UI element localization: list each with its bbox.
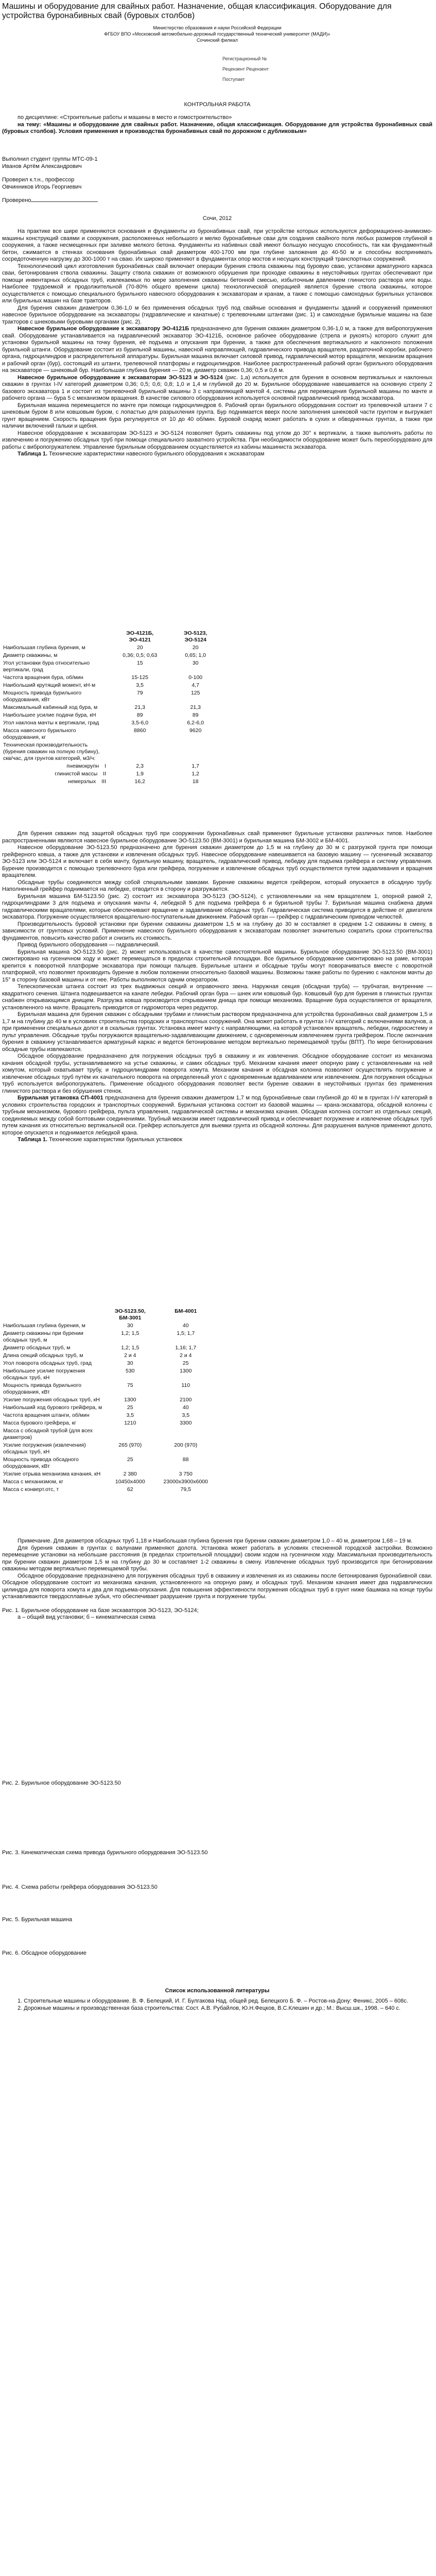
checker-info	[2, 177, 432, 191]
table-row	[2, 711, 218, 719]
table-row	[2, 1396, 218, 1404]
table-row	[2, 741, 218, 762]
table-cell: 1,2; 1,5	[121, 1330, 139, 1336]
table-cell: Масса с механизмом, кг	[3, 1479, 63, 1485]
table-row	[2, 1404, 218, 1412]
intro-paragraph-3: Для бурения скважин диаметром 0,36-1,0 м без применения обсадных труб под свайные основания и фундаменты зданий и сооружений применяют навесное бурильное оборудование на экскаваторы (гидравлические и канатные) с трелевочными штангами (рис. 1) и самоходные бурильные машины на базе тракторов с шнековыми буровыми органами (рис. 2).	[2, 304, 432, 325]
table-subcategory-label: пневмокрупн	[66, 763, 101, 769]
subject-line: по дисциплине: «Строительные работы и машины в место и гомостроительство»	[18, 114, 232, 121]
table-cell: 23000x3900x6000	[163, 1479, 208, 1485]
body-paragraph-2: Навесное оборудование ЭО-5123.50 предназначено для бурения скважин диаметром до 1,5 м на глубину до 30 м с разгрузкой грунта при помощи грейферного ковша, а также для установки и извлечения обсадных труб. Навесное оборудование навешивается на базовую машину — гусеничный экскаватор ЭО-5123 или ЭО-5124 и включает в себя мачту, бурильную машину, вращатель, гидравлический привод, лебедку для подъема грейфера и систему управления. Бурение производится с помощью трелевочного бура или грейфера, погружение и извлечение обсадных труб осуществляется путем задавливания и вращения вращателем.	[2, 844, 432, 878]
table-cell: 9620	[189, 727, 202, 734]
table-cell: 79,5	[180, 1486, 191, 1493]
table-row	[2, 1382, 218, 1396]
table-cell: 30	[192, 660, 199, 666]
table-cell: 8860	[134, 727, 146, 734]
table-cell: 40	[182, 1404, 189, 1411]
table-cell: 1210	[124, 1420, 136, 1426]
table-cell: 2 и 4	[124, 1352, 136, 1359]
table-cell: 25	[127, 1404, 133, 1411]
table-cell: 530	[126, 1368, 135, 1374]
figure-1-caption: Рис. 1. Бурильное оборудование на базе экскаваторов ЭО-5123, ЭО-5124; а – общий вид установки; б – кинематическая схема	[2, 1607, 199, 1620]
table-cell: 1,16; 1,7	[175, 1345, 197, 1351]
table-cell: 1,5; 1,7	[177, 1330, 195, 1336]
table-cell	[107, 1427, 153, 1442]
table-cell: Масса бурового грейфера, кг	[3, 1420, 77, 1426]
figure-6-caption: Рис. 6. Обсадное оборудование	[2, 1950, 86, 1956]
work-type: КОНТРОЛЬНАЯ РАБОТА	[184, 101, 251, 108]
body-paragraph-5: Производительность буровой установки при бурении скважины диаметром 1,5 м на глубину до 30 м составляет в среднем 1-2 скважины в смену, в зависимости от грунтовых условий. Применение навесного бурильного оборудования к экскаваторам позволяет значительно сократить сроки строительства фундаментов, повысить качество работ и снизить их стоимость.	[2, 921, 432, 941]
table-row	[2, 644, 218, 652]
table-cell: 2100	[180, 1397, 192, 1403]
table-cell: Угол установки бура относительно вертикали, град	[3, 660, 90, 673]
table1-caption: Таблица 1. Технические характеристики навесного бурильного оборудования к экскаваторам	[18, 451, 265, 457]
table-cell: Усилие отрыва механизма качания, кН	[3, 1471, 101, 1477]
intro-section	[2, 228, 432, 458]
table-cell: 0,36; 0,5; 0,63	[123, 652, 158, 658]
table-cell: 110	[181, 1382, 190, 1388]
table-cell: Мощность привода обсадного оборудования, кВт	[3, 1456, 79, 1469]
table-cell: 2 и 4	[180, 1352, 192, 1359]
table-cell: 6,2-6,0	[187, 720, 204, 726]
table-cell	[2, 778, 107, 786]
table-row	[2, 1322, 218, 1330]
table-cell: 15	[136, 660, 143, 666]
table-row	[2, 1470, 218, 1478]
table-cell: 25	[127, 1456, 133, 1463]
figure-4-caption: Рис. 4. Схема работы грейфера оборудования ЭО-5123.50	[2, 1884, 158, 1890]
intro-paragraph-4	[2, 326, 432, 375]
figure-2-caption: Рис. 2. Бурильное оборудование ЭО-5123.50	[2, 1780, 121, 1786]
table-cell	[2, 770, 107, 778]
table-cell: 3,5-6,0	[131, 720, 149, 726]
table-cell	[153, 1427, 218, 1442]
university-name: ФГБОУ ВПО «Московский автомобильно-дорожный государственный технический университет (МАДИ)»	[104, 31, 330, 37]
table-row	[2, 1419, 218, 1427]
body-paragraph-10: Обсадное оборудование предназначено для погружения обсадных труб в скважину и их извлечения. Обсадное оборудование состоит из механизма качания обсадной трубы, устанавливаемого на устье скважины, и самих обсадных труб. Механизм качания имеет опорную раму с установленными на ней хомутом, который охватывает трубу, и гидроцилиндрами поворота хомута. Механизм качания и обсадная колонна позволяют осуществлять погружение и извлечение обсадных труб путём их качательного поворота на определенный угол с одновременным вдавливанием или извлечением. Для погружения обсадных труб используется вибропогружатель. Применение обсадного оборудования позволяет вести бурение скважин в неустойчивых грунтах без применения глинистого раствора и без обрушения стенок.	[2, 1053, 432, 1094]
table-cell: Масса с конверт.отс, т	[3, 1486, 59, 1493]
references-heading: Список использованной литературы	[165, 1988, 270, 1994]
table-cell: 200 (970)	[174, 1442, 198, 1448]
intro-paragraph-7: Навесное оборудование к экскаваторам ЭО-5123 и ЭО-5124 позволяет бурить скважины под углом до 30° к вертикали, а также выполнять работы по извлечению и погружению обсадных труб при помощи специального захватного устройства. При необходимости оборудование может быть переоборудовано для работы с вибропогружателем. Управление бурильным оборудованием осуществляется из кабины машиниста экскаватора.	[2, 430, 432, 450]
ministry-name: Министерство образования и науки Российской Федерации	[153, 25, 282, 30]
table-cell: Наибольший ход бурового грейфера, м	[3, 1404, 102, 1411]
table-header-cell: БМ-4001	[175, 1308, 197, 1314]
table-cell	[2, 762, 107, 770]
reference-2: 2. Дорожные машины и производственная база строительства: Сост. А.В. Рубайлов, Ю.Н.Фецков, В.С.Клешин и др.; М.: Высш.шк., 1998. – 640 с.	[18, 2005, 400, 2011]
table-cell	[107, 741, 172, 762]
branch-name: Сочинский филиал	[197, 38, 238, 43]
table-row	[2, 1344, 218, 1352]
table-cell: Мощность привода бурильного оборудования, кВт	[3, 690, 82, 703]
table-cell: Диаметр скважины, м	[3, 652, 58, 658]
figure-5-caption: Рис. 5. Бурильная машина	[2, 1917, 73, 1923]
table-cell: Наибольшее усилие подачи бура, кН	[3, 712, 96, 718]
table-cell: 1,2	[191, 771, 200, 777]
table-cell: 1,2; 1,5	[121, 1345, 139, 1351]
table-subcategory-label: глинистой массы	[55, 771, 99, 777]
table-cell: 88	[182, 1456, 189, 1463]
table-row	[2, 1478, 218, 1486]
table-cell: Наибольший крутящий момент, кН·м	[3, 682, 96, 688]
references-list	[2, 1998, 432, 2012]
table2-grid	[2, 1308, 218, 1494]
eo5123-heading: Навесное бурильное оборудование к экскаваторам ЭО-5123 и ЭО-5124	[18, 374, 223, 381]
table-header-cell: ЭО-5123, ЭО-5124	[184, 630, 207, 643]
city-year: Сочи, 2012	[202, 215, 232, 222]
table-cell: 1,9	[136, 771, 144, 777]
table-cell: 4,7	[191, 682, 200, 688]
table-row	[2, 1427, 218, 1442]
table-row	[2, 1412, 218, 1419]
title-page-topic	[2, 114, 432, 135]
table-row	[2, 674, 218, 682]
table-row	[2, 1442, 218, 1456]
table-cell: Мощность привода бурильного оборудования, кВт	[3, 1382, 82, 1395]
table-category-numeral: III	[101, 778, 106, 785]
body-paragraph-9: Бурильная машина для бурения скважин с обсадными трубами и глинистым раствором предназначена для устройства буронабивных свай диаметром 1,5 и 1,7 м на глубину до 40 м в условиях строительства городских и транспортных сооружений. Она может работать в грунтах I-IV категорий с включениями валунов, а при применении специальных долот и в скальных грунтах. Установка имеет мачту с направляющими, на которой установлен вращатель, лебедки, гидросистему и пульт управления. Обсадные трубы погружаются вращательно-задавливающим движением, с одновременным извлечением грунта грейфером. После окончания бурения в скважину устанавливается арматурный каркас и ведется бетонирование методом вертикально перемещаемой трубы (ВПТ). По мере бетонирования обсадные трубы извлекаются.	[2, 1011, 432, 1053]
body-paragraph-7: Бурильная машина ЭО-5123.50 (рис. 2) может использоваться в качестве самостоятельной машины. Бурильное оборудование ЭО-5123.50 (ВМ-3001) смонтировано на гусеничном ходу и может перемещаться в пределах строительной площадки. Все бурильное оборудование смонтировано на раме, которая крепится к поворотной платформе экскаватора при помощи пальцев. Бурильные штанги и обсадные трубы могут поворачиваться вместе с поворотной платформой, что позволяет производить бурение в любом положении относительно базовой машины. Возможны также работы по бурению с наклоном мачты до 15° в сторону базовой машины и от нее. Работы выполняются одним оператором.	[2, 948, 432, 983]
table-row	[2, 1330, 218, 1344]
table-row	[2, 1486, 218, 1494]
table-row	[2, 719, 218, 727]
table-cell: 30	[127, 1360, 133, 1366]
table-cell: Наибольшее усилие погружения обсадных труб, кН	[3, 1368, 85, 1381]
body-paragraph-1: Для бурения скважин под защитой обсадных труб при сооружении буронабивных свай применяют бурильные установки различных типов. Наиболее распространенными являются навесное бурильное оборудование ЭО-5123.50 (ВМ-3001) и бурильная машина БМ-3002 и БМ-4001.	[2, 831, 432, 844]
table-row	[2, 704, 218, 711]
table-row	[2, 1367, 218, 1382]
table-header-cell	[2, 1308, 107, 1322]
body-paragraph-4: Бурильная машина БМ-5123.50 (рис. 2) состоит из: экскаватора ЭО-5123 (ЭО-5124), с установленными на нем вращателем 1, опорной рамой 2, гидроцилиндрами 3 для подъема и опускания мачты 4, лебедкой 5 для подъема грейфера 6 и бурильной трубы 7. Бурильная машина снабжена двумя гидравлическими вращателями, которые обеспечивают вращение и задавливание обсадных труб. Гидравлическая система приводится в действие от двигателя экскаватора. Погружение осуществляется вращательно-поступательным движением. Рабочий орган — грейфер с гидравлическим приводом челюстей.	[2, 893, 432, 920]
table-cell: 1300	[180, 1368, 192, 1374]
table-cell: 89	[192, 712, 199, 718]
table-row	[2, 727, 218, 741]
table2-caption: Таблица 1. Технические характеристики бурильных установок	[18, 1137, 183, 1143]
intro-paragraph-1: На практике все шире применяются основания и фундаменты из буронабивных свай, при устройстве которых используются деформационно-анимизмо-машины конструкций сваями и сооружения, расположенных небольшого и мелко буронабивные сваи для создания свайного поля любых размеров глубиной в сооружения, а также несмещенных при заливке мелкого бетона. Фундаменты из набивных свай имеют большую несущую способность, так как фундаментный бетон, сжимается в стенках основания буронабивных свай диаметром 400-1700 мм при глубине заложения до 40-50 м и способны воспринимать сосредоточенную нагрузку до 300-1000 т на сваю. Их широко применяют в фундаментах опор мостов и несущих конструкций транспортных сооружений.	[2, 228, 432, 262]
student-info	[2, 156, 432, 170]
reference-1: 1. Строительные машины и оборудование. В. Ф. Белецкий, И. Г. Булгакова Над. общей ред. Белецкого Б. Ф. – Ростов-на-Дону: Феникс, 2005 – 608с.	[18, 1998, 408, 2004]
table1	[2, 630, 218, 786]
checked-label: Проверено	[2, 197, 31, 204]
table-cell: Масса навесного бурильного оборудования, кг	[3, 727, 76, 740]
table-cell: Наибольшая глубина бурения, м	[3, 1323, 85, 1329]
table-cell: 3,5	[126, 1412, 134, 1418]
table-category-numeral: II	[103, 771, 106, 777]
table-cell: 75	[127, 1382, 133, 1388]
body-paragraph-11	[2, 1095, 432, 1137]
table2	[2, 1308, 218, 1494]
table-cell	[172, 741, 218, 762]
table-cell: 0,65; 1,0	[185, 652, 206, 658]
table-cell: Усилие погружения (извлечения) обсадных труб, кН	[3, 1442, 86, 1455]
table-cell: 3,5	[136, 682, 144, 688]
body-paragraph-8: Телескопическая штанга состоит из трех выдвижных секций и оправочного звена. Наружная секция (обсадная труба) — трубчатая, внутренние — квадратного сечения. Штанга подвешивается на канате лебедки. Рабочий орган бура — шнек или ковшовый бур. Ковшовый бур для бурения в глинистых грунтах снабжен открывающимся днищем. Разгрузка ковша производится открыванием днища при помощи механизма. Вращение бура осуществляется от вращателя, установленного на мачте. Вращатель приводится от гидромотора через редуктор.	[2, 984, 432, 1011]
page-title: Машины и оборудование для свайных работ. Назначение, общая классификация. Оборудование для устройства буронабивных свай (буровых столбов)	[2, 2, 392, 20]
table-subcategory-label: немерзлых	[68, 778, 98, 785]
table-cell: 3 750	[179, 1471, 193, 1477]
table-cell: Угол наклона мачты к вертикали, град	[3, 720, 99, 726]
table-row	[2, 689, 218, 704]
table-cell: 20	[192, 645, 199, 651]
table-header-cell: ЭО-5123.50, БМ-3001	[114, 1308, 146, 1321]
table-header-cell	[2, 630, 107, 644]
table-cell: 79	[136, 690, 143, 696]
table-row	[2, 762, 218, 770]
table-header-row	[2, 1308, 218, 1322]
table-cell: 18	[192, 778, 199, 785]
table-row	[2, 770, 218, 778]
table-header-row	[2, 630, 218, 644]
table-row	[2, 652, 218, 659]
table-cell: 0-100	[188, 674, 203, 681]
body-paragraph-3: Обсадные трубы соединяются между собой специальными замками. Бурение скважины ведется грейфером, который опускается в обсадную трубу. Наполненный грейфер поднимается на лебедке, отводится в сторону и разгружается.	[2, 879, 432, 892]
table-cell: Усилие погружения обсадных труб, кН	[3, 1397, 100, 1403]
table-cell: Диаметр скважины при бурении обсадных труб, м	[3, 1330, 83, 1343]
registration-stamp	[222, 56, 325, 82]
table-cell: Диаметр обсадных труб, м	[3, 1345, 71, 1351]
table-row	[2, 1360, 218, 1367]
figure-3-caption: Рис. 3. Кинематическая схема привода бурильного оборудования ЭО-5123.50	[2, 1850, 208, 1856]
eo4121-text: предназначено для бурения скважин диаметром 0,36-1,0 м, а также для вибропогружения свай. Оборудование устанавливается на гидравлический экскаватор ЭО-4121Б, основное рабочее оборудование (стрела и рукоять) которого служит для установки бурильной машины на точку бурения, её подъема и опускания при бурении, а также для обеспечения вертикального и наклонного положения бурильной штанги. Оборудование состоит из бурильной машины, навесной направляющей, гидравлического привода вращателя, раздаточной коробки, рабочего органа, гидроцилиндров и распределительной аппаратуры. Бурильная машина включает силовой привод, гидравлический мотор вращателя, механизм вращения и рабочий орган (бур), состоящий из штанги, трелевочной платформы и гидроцилиндров. Наиболее распространенный рабочий орган бурильного оборудования на экскаваторе — шнековый бур. Наибольшая глубина бурения — 20 м, диаметр скважин 0,36; 0,5 и 0,6 м.	[2, 326, 432, 374]
table-row	[2, 1456, 218, 1470]
eo5123-text: (рис. 1,а) используется для бурения в основном вертикальных и наклонных скважин в грунтах I-IV категорий диаметром 0,36; 0,5; 0,6; 0,8; 1,0 и 1,4 м глубиной до 20 м. Бурильное оборудование навешивается на основную стрелу 2 базового экскаватора 1 и состоит из трелевочной бурильной машины 3 с направляющей мачтой 4, системы для перемещения бурильной машины по мачте и рабочего органа — бура 5 с механизмом вращения. В качестве силового оборудования используется основной гидравлический привод экскаватора.	[2, 374, 433, 401]
table-row	[2, 682, 218, 689]
table-cell: 62	[127, 1486, 133, 1493]
table-cell: Наибольшая глубина бурения, м	[3, 645, 85, 651]
topic-line: на тему: «Машины и оборудование для свайных работ. Назначение, общая классификация. Оборудование для устройства буронабивных свай (буровых столбов). Условия применения и производства буронабивных свай по дорожном с дубликовым»	[2, 121, 432, 134]
table-cell: 2 380	[123, 1471, 137, 1477]
table-header-cell: ЭО-4121Б, ЭО-4121	[126, 630, 154, 643]
sp4001-heading: Бурильная установка СП-4001	[18, 1095, 103, 1101]
table-cell: 20	[136, 645, 143, 651]
student-label: Выполнил студент группы МТС-09-1	[2, 156, 98, 162]
table-cell: Частота вращения бура, об/мин	[3, 674, 83, 681]
table-cell: Частота вращения штанги, об/мин	[3, 1412, 90, 1418]
table-row	[2, 1352, 218, 1360]
checker-name: Овчинников Игорь Георгиевич	[2, 183, 82, 190]
table-cell: 1,7	[191, 763, 200, 769]
table-cell: Масса с обсадной трубой (для всех диаметров)	[3, 1428, 93, 1440]
after-paragraph-2: Для бурения скважин в грунтах с валунами применяют долота. Установка может работать в условиях стесненной городской застройки. Возможно перемещение установки на небольшие расстояния (в пределах строительной площадки) своим ходом на гусеничном ходу. Максимальная производительность при бурении скважин диаметром 1,5 м на глубину до 30 м составляет 1-2 скважины в смену. Извлечение обсадных труб производится при бетонировании скважины методом вертикально перемещаемой трубы.	[2, 1545, 432, 1572]
stamp-registration: Регистрационный №	[222, 56, 267, 61]
table-cell: Длина секций обсадных труб, м	[3, 1352, 83, 1359]
table-cell: 125	[190, 690, 200, 696]
table1-grid	[2, 630, 218, 786]
table-cell: 15-125	[131, 674, 149, 681]
table-cell: 10450x4000	[115, 1479, 145, 1485]
table2-note: Примечание. Для диаметров обсадных труб 1,18 и Наибольшая глубина бурения при бурении скважин диаметром 1,0 – 40 м, диаметром 1,68 – 19 м.	[18, 1538, 413, 1544]
title-page-header	[2, 25, 432, 43]
stamp-reviewer: Рецензент Рецензент	[222, 66, 269, 72]
table-cell: 21,3	[134, 704, 145, 710]
after-table2	[2, 1538, 432, 1601]
table-category-numeral: I	[104, 763, 106, 769]
stamp-received: Поступает	[222, 77, 245, 82]
checked-line	[2, 197, 432, 205]
table-cell: 16,2	[134, 778, 145, 785]
table-cell: 30	[127, 1323, 133, 1329]
intro-paragraph-2: Технологический цикл изготовления буронабивных свай включает операции бурения ствола скважины под буровую сваю, установки арматурного каркаса сваи, бетонирования ствола скважины. Защиту ствола скважин от возможного обрушения при проходке скважины в неустойчивых грунтах обеспечивают при помощи инвентарных обсадных труб, извлекаемых по мере заполнения скважины бетонной смесью, избыточным давлением глинистого раствора или воды. Наиболее трудоемкой и продолжительной (70-80% общего времени цикла) технологической операцией является бурение ствола скважины, которое осуществляется с помощью специального бурильного навесного оборудования к экскаваторам и кранам, а также с помощью самоходных бурильных установок или бурильных машин на базе тракторов.	[2, 263, 432, 304]
intro-paragraph-6: Бурильная машина перемещается по мачте при помощи гидроцилиндров 6. Рабочий орган бурильного оборудования состоит из трелевочной штанги 7 с шнековым буром 8 или ковшовым буром, с лопастью для разрыхления грунта. Бур поднимается вверх после заполнения шнековой части грунтом и выгружает грунт вращением. Скорость вращения бура регулируется от 10 до 40 об/мин. Буровой снаряд может работать в сухих и обводненных грунтах, а также при наличии включений гальки и щебня.	[2, 402, 432, 429]
table-cell: 25	[182, 1360, 189, 1366]
table-cell: 3300	[180, 1420, 192, 1426]
table-cell: 3,5	[182, 1412, 190, 1418]
sp4001-text: предназначена для бурения скважин диаметром 1,7 м под буронабивные сваи глубиной до 40 м в грунтах I-IV категорий в условиях строительства городских и транспортных сооружений. Бурильная установка состоит из базовой машины — крана-экскаватора, обсадной колонны с трубным механизмом, бурового грейфера, пульта управления, гидравлической системы и механизма качания. Обсадная колонна состоит из отдельных секций, соединяемых между собой болтовыми соединениями. Трубный механизм имеет гидравлический привод и обеспечивает погружение и извлечение обсадных труб путем качания их относительно вертикальной оси. Грейфер используется для выемки грунта из обсадной колонны. Для разрушения валунов применяют долото, которое опускается и поднимается лебедкой крана.	[2, 1095, 432, 1136]
table-cell: 265 (970)	[118, 1442, 142, 1448]
after-paragraph-3: Обсадное оборудование предназначено для погружения обсадных труб в скважину и извлечения их из скважины после бетонирования буронабивной сваи. Обсадное оборудование состоит из механизма качания, установленного на опорную раму, и обсадных труб. Механизм качания имеет два гидравлических цилиндра для поворота хомута и два для подъема-опускания. Для повышения эффективности погружения обсадных труб в грунт ниже башмака на конце трубы устанавливаются твердосплавные зубья, что обеспечивает разрушение грунта и погружение трубы.	[2, 1572, 432, 1600]
table-row	[2, 778, 218, 786]
eo4121-heading: Навесное бурильное оборудование к экскаватору ЭО-4121Б	[18, 326, 189, 332]
table-cell: 89	[136, 712, 143, 718]
table-cell: 40	[182, 1323, 189, 1329]
middle-section	[2, 831, 432, 1144]
table-cell: Угол поворота обсадных труб, град	[3, 1360, 92, 1366]
table-cell: 1300	[124, 1397, 136, 1403]
table-cell: 2,3	[136, 763, 144, 769]
checker-label: Проверил к.т.н., профессор	[2, 177, 75, 183]
table-cell: 21,3	[190, 704, 201, 710]
table-cell: Техническая производительность (бурения скважин на полную глубину), скв/час, для грунтов категорий, м3/ч:	[3, 742, 100, 761]
intro-paragraph-5	[2, 375, 432, 402]
body-paragraph-6: Привод бурильного оборудования — гидравлический.	[18, 942, 160, 948]
table-row	[2, 659, 218, 674]
table-cell: Максимальный кабинный ход бура, м	[3, 704, 98, 710]
student-name: Иванов Артём Александрович	[2, 163, 82, 170]
